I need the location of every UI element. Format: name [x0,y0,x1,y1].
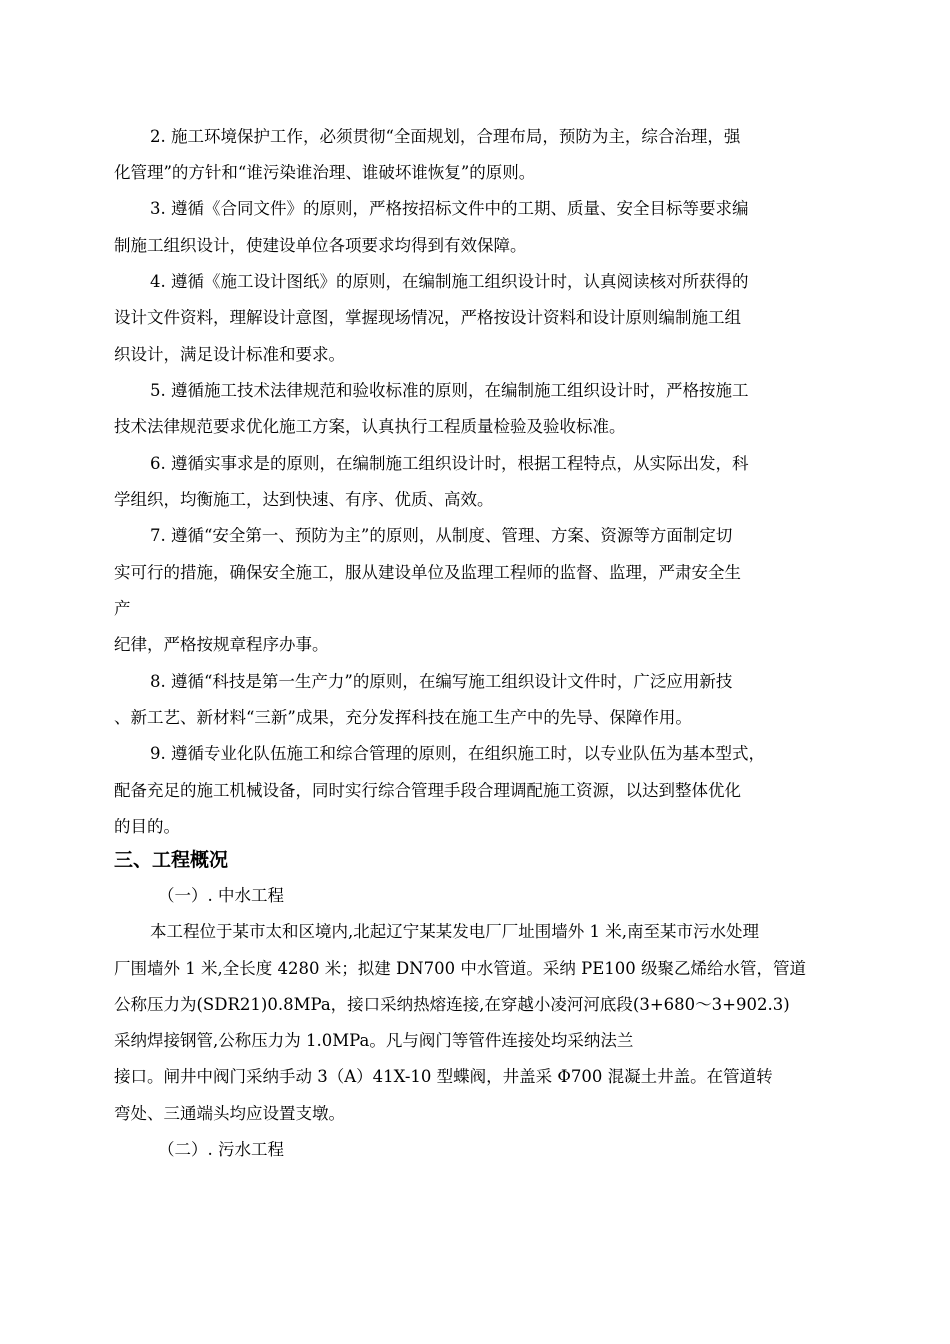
paragraph-line: 9. 遵循专业化队伍施工和综合管理的原则，在组织施工时，以专业队伍为基本型式， [150,744,765,763]
paragraph-line: 的目的。 [114,817,180,836]
paragraph-line: 5. 遵循施工技术法律规范和验收标准的原则，在编制施工组织设计时，严格按施工 [150,381,749,400]
paragraph-line: 织设计，满足设计标准和要求。 [114,345,345,364]
section-heading: 三、工程概况 [114,849,229,871]
paragraph-line: 3. 遵循《合同文件》的原则，严格按招标文件中的工期、质量、安全目标等要求编 [150,199,749,218]
body-line: 厂围墙外 1 米,全长度 4280 米；拟建 DN700 中水管道。采纳 PE100 级聚乙烯给水管，管道 [114,959,806,978]
paragraph-line: 7. 遵循“安全第一、预防为主”的原则，从制度、管理、方案、资源等方面制定切 [150,526,733,545]
body-line: 接口。闸井中阀门采纳手动 3（A）41X-10 型蝶阀，井盖采 Φ700 混凝土井盖。在管道转 [114,1067,773,1086]
paragraph-line: 制施工组织设计，使建设单位各项要求均得到有效保障。 [114,236,527,255]
paragraph-line: 6. 遵循实事求是的原则，在编制施工组织设计时，根据工程特点，从实际出发，科 [150,454,749,473]
paragraph-line: 技术法律规范要求优化施工方案，认真执行工程质量检验及验收标准。 [114,417,626,436]
body-line: 弯处、三通端头均应设置支墩。 [114,1104,345,1123]
paragraph-line: 设计文件资料，理解设计意图，掌握现场情况，严格按设计资料和设计原则编制施工组 [114,308,741,327]
subsection-heading: （二）. 污水工程 [158,1140,284,1159]
paragraph-line: 4. 遵循《施工设计图纸》的原则，在编制施工组织设计时，认真阅读核对所获得的 [150,272,749,291]
subsection-heading: （一）. 中水工程 [158,886,284,905]
paragraph-line: 学组织，均衡施工，达到快速、有序、优质、高效。 [114,490,494,509]
body-line: 本工程位于某市太和区境内,北起辽宁某某发电厂厂址围墙外 1 米,南至某市污水处理 [150,922,759,941]
paragraph-line: 配备充足的施工机械设备，同时实行综合管理手段合理调配施工资源，以达到整体优化 [114,781,741,800]
paragraph-line: 8. 遵循“科技是第一生产力”的原则，在编写施工组织设计文件时，广泛应用新技 [150,672,733,691]
body-line: 采纳焊接钢管,公称压力为 1.0MPa。凡与阀门等管件连接处均采纳法兰 [114,1031,634,1050]
paragraph-line: 化管理”的方针和“谁污染谁治理、谁破坏谁恢复”的原则。 [114,163,536,182]
body-line: 公称压力为(SDR21)0.8MPa，接口采纳热熔连接,在穿越小凌河河底段(3+680～3+902.3) [114,995,790,1014]
paragraph-line: 、新工艺、新材料“三新”成果，充分发挥科技在施工生产中的先导、保障作用。 [114,708,692,727]
paragraph-line: 产 [114,599,131,618]
paragraph-line: 纪律，严格按规章程序办事。 [114,635,329,654]
paragraph-line: 2. 施工环境保护工作，必须贯彻“全面规划，合理布局，预防为主，综合治理，强 [150,127,741,146]
paragraph-line: 实可行的措施，确保安全施工，服从建设单位及监理工程师的监督、监理，严肃安全生 [114,563,741,582]
